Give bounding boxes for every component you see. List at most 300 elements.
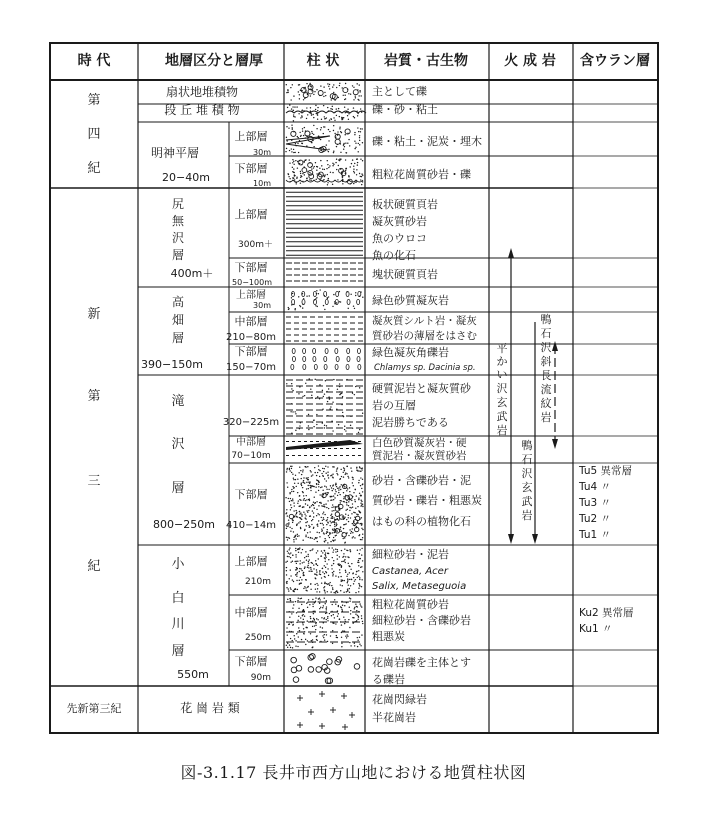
pattern-sand-dot [352, 537, 353, 538]
formation-granite: 花 崗 岩 類 [180, 701, 240, 715]
pattern-sand-dot [293, 539, 294, 540]
pattern-breccia [335, 348, 338, 353]
pattern-sand-dot [330, 541, 331, 542]
pattern-sand-dot [332, 540, 333, 541]
pattern-sand-dot [332, 430, 333, 431]
pattern-sand-dot [329, 165, 330, 166]
pattern-sand-dot [316, 483, 317, 484]
pattern-sand-dot [301, 478, 302, 479]
pattern-sand-dot [361, 184, 362, 185]
pattern-sand-dot [362, 534, 363, 535]
pattern-sand-dot [313, 618, 314, 619]
pattern-sand-dot [305, 159, 306, 160]
pattern-sand-dot [341, 601, 342, 602]
pattern-sand-dot [350, 549, 351, 550]
member-ko-lower-label: 下部層 [234, 655, 268, 668]
pattern-sand-dot [358, 480, 359, 481]
pattern-sand-dot [348, 505, 349, 506]
pattern-sand-dot [336, 87, 337, 88]
pattern-sand-dot [324, 309, 325, 310]
pattern-sand-dot [320, 556, 321, 557]
pattern-sand-dot [306, 556, 307, 557]
pattern-sand-dot [320, 574, 321, 575]
pattern-sand-dot [295, 538, 296, 539]
pattern-sand-dot [350, 166, 351, 167]
pattern-sand-dot [313, 94, 314, 95]
pattern-sand-dot [357, 506, 358, 507]
pattern-sand-dot [357, 89, 358, 90]
pattern-sand-dot [299, 513, 300, 514]
pattern-sand-dot [306, 482, 307, 483]
pattern-sand-dot [305, 536, 306, 537]
pattern-sand-dot [360, 108, 361, 109]
pattern-sand-dot [341, 579, 342, 580]
pattern-sand-dot [329, 84, 330, 85]
pattern-sand-dot [295, 510, 296, 511]
pattern-sand-dot [324, 582, 325, 583]
pattern-sand-dot [359, 579, 360, 580]
pattern-sand-dot [355, 147, 356, 148]
pattern-sand-dot [327, 182, 328, 183]
pattern-sand-dot [322, 513, 323, 514]
pattern-sand-dot [356, 513, 357, 514]
pattern-sand-dot [287, 551, 288, 552]
pattern-sand-dot [350, 533, 351, 534]
pattern-sand-dot [339, 128, 340, 129]
pattern-sand-dot [350, 294, 351, 295]
pattern-sand-dot [358, 432, 359, 433]
pattern-sand-dot [285, 497, 286, 498]
pattern-sand-dot [310, 107, 311, 108]
pattern-sand-dot [346, 532, 347, 533]
pattern-sand-dot [344, 537, 345, 538]
pattern-sand-dot [315, 577, 316, 578]
pattern-sand-dot [323, 96, 324, 97]
pattern-sand-dot [337, 610, 338, 611]
pattern-sand-dot [328, 129, 329, 130]
pattern-sand-dot [317, 565, 318, 566]
pattern-sand-dot [305, 522, 306, 523]
pattern-sand-dot [299, 132, 300, 133]
pattern-sand-dot [319, 476, 320, 477]
pattern-breccia [357, 348, 360, 353]
pattern-sand-dot [327, 517, 328, 518]
pattern-sand-dot [361, 579, 362, 580]
pattern-sand-dot [349, 592, 350, 593]
pattern-sand-dot [303, 609, 304, 610]
pattern-sand-dot [340, 621, 341, 622]
pattern-sand-dot [343, 592, 344, 593]
pattern-sand-dot [332, 589, 333, 590]
pattern-sand-dot [362, 479, 363, 480]
era-neogene-1: 新 [87, 307, 101, 322]
pattern-sand-dot [309, 506, 310, 507]
lith-ko-middle-3: 粗悪炭 [372, 630, 405, 643]
pattern-sand-dot [333, 130, 334, 131]
pattern-sand-dot [336, 468, 337, 469]
pattern-sand-dot [358, 499, 359, 500]
pattern-sand-dot [314, 539, 315, 540]
pattern-sand-dot [331, 585, 332, 586]
pattern-sand-dot [333, 563, 334, 564]
pattern-sand-dot [339, 391, 340, 392]
pattern-sand-dot [293, 120, 294, 121]
pattern-sand-dot [358, 510, 359, 511]
pattern-sand-dot [329, 131, 330, 132]
pattern-sand-dot [323, 86, 324, 87]
pattern-sand-dot [288, 590, 289, 591]
pattern-sand-dot [292, 554, 293, 555]
igneous-range-rhyolite-arrow-bottom [552, 439, 558, 449]
pattern-sand-dot [295, 601, 296, 602]
pattern-sand-dot [330, 172, 331, 173]
pattern-sand-dot [301, 570, 302, 571]
pattern-sand-dot [287, 556, 288, 557]
pattern-sand-dot [340, 502, 341, 503]
pattern-sand-dot [352, 477, 353, 478]
pattern-sand-dot [326, 563, 327, 564]
pattern-sand-dot [307, 521, 308, 522]
pattern-sand-dot [341, 567, 342, 568]
pattern-sand-dot [321, 528, 322, 529]
pattern-sand-dot [334, 617, 335, 618]
pattern-sand-dot [358, 100, 359, 101]
pattern-sand-dot [352, 528, 353, 529]
pattern-sand-dot [296, 516, 297, 517]
pattern-sand-dot [343, 144, 344, 145]
pattern-sand-dot [293, 487, 294, 488]
pattern-sand-dot [357, 637, 358, 638]
pattern-sand-dot [320, 160, 321, 161]
pattern-sand-dot [346, 473, 347, 474]
pattern-sand-dot [297, 620, 298, 621]
pattern-sand-dot [333, 517, 334, 518]
pattern-sand-dot [333, 614, 334, 615]
pattern-sand-dot [341, 550, 342, 551]
pattern-sand-dot [331, 568, 332, 569]
pattern-sand-dot [289, 611, 290, 612]
igneous-hirakaisawa-basalt [497, 342, 508, 437]
pattern-sand-dot [294, 589, 295, 590]
igneous-right-upper-char: 斜 [540, 355, 552, 368]
pattern-sand-dot [358, 143, 359, 144]
pattern-sand-dot [324, 295, 325, 296]
pattern-breccia [313, 348, 316, 353]
pattern-sand-dot [331, 615, 332, 616]
pattern-sand-dot [325, 380, 326, 381]
igneous-left-char: 沢 [496, 382, 508, 395]
pattern-sand-dot [321, 550, 322, 551]
pattern-sand-dot [289, 468, 290, 469]
pattern-sand-dot [302, 471, 303, 472]
pattern-sand-dot [349, 507, 350, 508]
pattern-sand-dot [312, 486, 313, 487]
pattern-sand-dot [299, 505, 300, 506]
pattern-sand-dot [348, 139, 349, 140]
pattern-sand-dot [330, 591, 331, 592]
pattern-sand-dot [288, 498, 289, 499]
pattern-sand-dot [293, 590, 294, 591]
pattern-sand-dot [296, 178, 297, 179]
pattern-sand-dot [357, 158, 358, 159]
pattern-sand-dot [313, 426, 314, 427]
pattern-sand-dot [301, 110, 302, 111]
pattern-sand-dot [326, 480, 327, 481]
pattern-sand-dot [308, 586, 309, 587]
pattern-breccia [347, 348, 350, 353]
pattern-sand-dot [336, 108, 337, 109]
pattern-sand-dot [319, 398, 320, 399]
pattern-sand-dot [319, 173, 320, 174]
pattern-sand-dot [343, 95, 344, 96]
pattern-sand-dot [317, 306, 318, 307]
pattern-sand-dot [336, 169, 337, 170]
pattern-sand-dot [356, 174, 357, 175]
lith-myojin-upper: 礫・粘土・泥炭・埋木 [372, 135, 482, 148]
pattern-sand-dot [324, 425, 325, 426]
pattern-sand-dot [334, 599, 335, 600]
pattern-sand-dot [286, 523, 287, 524]
pattern-breccia [292, 356, 295, 361]
pattern-sand-dot [356, 470, 357, 471]
pattern-sand-dot [355, 574, 356, 575]
pattern-sand-dot [290, 561, 291, 562]
pattern-sand-dot [298, 608, 299, 609]
pattern-sand-dot [336, 159, 337, 160]
pattern-sand-dot [361, 566, 362, 567]
pattern-sand-dot [301, 90, 302, 91]
pattern-sand-dot [334, 524, 335, 525]
pattern-sand-dot [333, 294, 334, 295]
pattern-sand-dot [338, 519, 339, 520]
pattern-sand-dot [291, 507, 292, 508]
pattern-sand-dot [295, 556, 296, 557]
pattern-gravel [348, 495, 352, 499]
lith-taka-middle-2: 質砂岩の薄層をはさむ [372, 330, 477, 342]
pattern-sand-dot [354, 134, 355, 135]
pattern-sand-dot [302, 307, 303, 308]
pattern-sand-dot [316, 293, 317, 294]
pattern-sand-dot [310, 621, 311, 622]
pattern-sand-dot [331, 518, 332, 519]
igneous-right-upper-char: 岩 [540, 411, 552, 424]
pattern-sand-dot [332, 547, 333, 548]
pattern-sand-dot [295, 645, 296, 646]
pattern-sand-dot [361, 554, 362, 555]
pattern-sand-dot [323, 471, 324, 472]
pattern-sand-dot [289, 553, 290, 554]
era-neogene-2: 第 [87, 389, 101, 404]
pattern-sand-dot [341, 643, 342, 644]
pattern-sand-dot [337, 144, 338, 145]
pattern-sand-dot [306, 560, 307, 561]
pattern-sand-dot [307, 479, 308, 480]
pattern-sand-dot [323, 524, 324, 525]
pattern-sand-dot [295, 413, 296, 414]
pattern-sand-dot [322, 635, 323, 636]
pattern-sand-dot [359, 512, 360, 513]
pattern-sand-dot [316, 424, 317, 425]
pattern-sand-dot [302, 487, 303, 488]
pattern-sand-dot [322, 408, 323, 409]
pattern-sand-dot [299, 160, 300, 161]
pattern-sand-dot [290, 411, 291, 412]
pattern-sand-dot [312, 510, 313, 511]
pattern-sand-dot [328, 535, 329, 536]
formation-takizawa-name-1: 滝 [171, 394, 185, 409]
pattern-sand-dot [314, 497, 315, 498]
pattern-sand-dot [337, 519, 338, 520]
pattern-sand-dot [354, 645, 355, 646]
pattern-sand-dot [360, 645, 361, 646]
pattern-sand-dot [286, 137, 287, 138]
pattern-sand-dot [362, 560, 363, 561]
pattern-sand-dot [286, 469, 287, 470]
pattern-sand-dot [321, 165, 322, 166]
pattern-sand-dot [347, 89, 348, 90]
pattern-sand-dot [315, 487, 316, 488]
pattern-sand-dot [327, 160, 328, 161]
pattern-sand-dot [328, 388, 329, 389]
pattern-sand-dot [319, 502, 320, 503]
pattern-sand-dot [332, 587, 333, 588]
pattern-sand-dot [306, 178, 307, 179]
pattern-sand-dot [359, 584, 360, 585]
member-ko-upper-thickness: 210m [245, 577, 271, 587]
pattern-sand-dot [287, 643, 288, 644]
pattern-sand-dot [339, 158, 340, 159]
pattern-sand-dot [308, 525, 309, 526]
pattern-sand-dot [302, 130, 303, 131]
pattern-sand-dot [337, 134, 338, 135]
pattern-breccia [325, 348, 328, 353]
pattern-sand-dot [347, 476, 348, 477]
era-quaternary-1: 第 [87, 93, 101, 108]
pattern-sand-dot [320, 147, 321, 148]
pattern-sand-dot [355, 508, 356, 509]
pattern-sand-dot [298, 616, 299, 617]
pattern-sand-dot [343, 553, 344, 554]
pattern-sand-dot [324, 639, 325, 640]
uranium-taki-5: Tu1 〃 [579, 529, 611, 541]
pattern-sand-dot [300, 528, 301, 529]
pattern-sand-dot [314, 625, 315, 626]
pattern-sand-dot [332, 532, 333, 533]
pattern-sand-dot [308, 561, 309, 562]
pattern-sand-dot [340, 131, 341, 132]
pattern-sand-dot [312, 599, 313, 600]
pattern-sand-dot [293, 624, 294, 625]
pattern-sand-dot [299, 571, 300, 572]
pattern-sand-dot [359, 466, 360, 467]
pattern-sand-dot [292, 647, 293, 648]
formation-takizawa-thickness: 800−250m [153, 518, 215, 531]
pattern-sand-dot [293, 95, 294, 96]
pattern-sand-dot [318, 469, 319, 470]
pattern-sand-dot [343, 416, 344, 417]
pattern-sand-dot [289, 538, 290, 539]
pattern-breccia [335, 364, 338, 369]
pattern-sand-dot [346, 168, 347, 169]
pattern-sand-dot [343, 117, 344, 118]
pattern-sand-dot [315, 538, 316, 539]
pattern-sand-dot [343, 149, 344, 150]
pattern-sand-dot [310, 618, 311, 619]
pattern-sand-dot [314, 573, 315, 574]
pattern-sand-dot [319, 536, 320, 537]
member-taka-upper-label: 上部層 [236, 290, 266, 301]
pattern-sand-dot [332, 165, 333, 166]
pattern-sand-dot [321, 577, 322, 578]
pattern-sand-dot [361, 176, 362, 177]
pattern-sand-dot [300, 90, 301, 91]
pattern-sand-dot [344, 486, 345, 487]
pattern-sand-dot [316, 622, 317, 623]
pattern-sand-dot [334, 526, 335, 527]
member-taki-upper-thickness: 320−225m [222, 417, 280, 428]
era-quaternary-2: 四 [87, 127, 101, 142]
pattern-sand-dot [298, 535, 299, 536]
pattern-sand-dot [328, 151, 329, 152]
pattern-sand-dot [314, 507, 315, 508]
formation-takahata-thickness: 390−150m [141, 358, 203, 371]
pattern-sand-dot [348, 477, 349, 478]
pattern-sand-dot [288, 176, 289, 177]
pattern-sand-dot [308, 485, 309, 486]
pattern-sand-dot [310, 113, 311, 114]
igneous-right-upper-char: 紋 [540, 397, 552, 410]
pattern-sand-dot [335, 592, 336, 593]
pattern-sand-dot [338, 606, 339, 607]
pattern-sand-dot [309, 378, 310, 379]
header-formation: 地層区分と層厚 [165, 53, 263, 69]
pattern-sand-dot [323, 519, 324, 520]
pattern-sand-dot [362, 529, 363, 530]
pattern-sand-dot [315, 379, 316, 380]
pattern-sand-dot [309, 162, 310, 163]
pattern-sand-dot [309, 531, 310, 532]
pattern-sand-dot [323, 511, 324, 512]
pattern-sand-dot [288, 549, 289, 550]
pattern-sand-dot [326, 486, 327, 487]
pattern-sand-dot [315, 305, 316, 306]
pattern-sand-dot [338, 576, 339, 577]
pattern-sand-dot [333, 488, 334, 489]
pattern-sand-dot [324, 592, 325, 593]
pattern-sand-dot [337, 474, 338, 475]
pattern-sand-dot [332, 643, 333, 644]
pattern-sand-dot [344, 630, 345, 631]
pattern-sand-dot [347, 109, 348, 110]
pattern-sand-dot [314, 611, 315, 612]
pattern-sand-dot [337, 549, 338, 550]
pattern-sand-dot [360, 477, 361, 478]
pattern-sand-dot [355, 579, 356, 580]
pattern-sand-dot [345, 385, 346, 386]
pattern-sand-dot [327, 471, 328, 472]
pattern-sand-dot [336, 637, 337, 638]
lith-taki-upper-1: 硬質泥岩と凝灰質砂 [372, 382, 471, 395]
pattern-sand-dot [332, 557, 333, 558]
header-era: 時 代 [77, 53, 111, 69]
pattern-sand-dot [357, 619, 358, 620]
pattern-sand-dot [334, 539, 335, 540]
pattern-sand-dot [332, 551, 333, 552]
pattern-sand-dot [285, 561, 286, 562]
member-shiri-upper-label: 上部層 [234, 208, 268, 221]
pattern-gravel [354, 664, 360, 670]
pattern-sand-dot [303, 588, 304, 589]
